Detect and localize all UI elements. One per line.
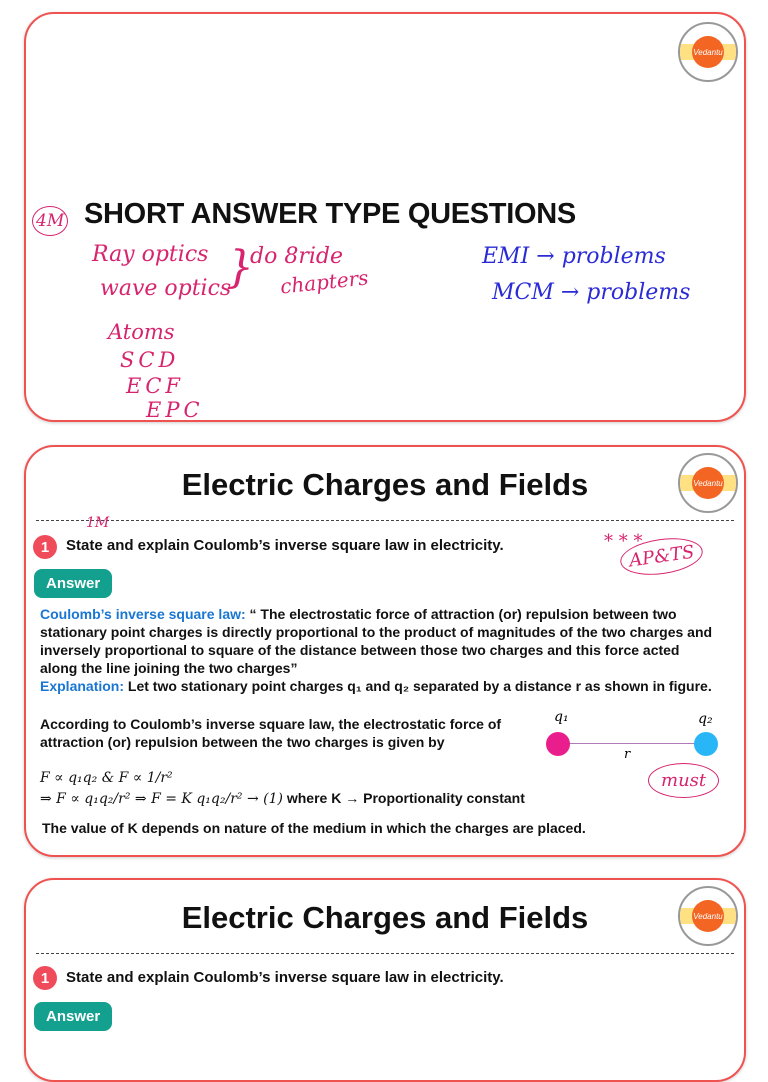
hw-ray: Ray optics xyxy=(92,242,209,267)
vedantu-logo: Vedantu xyxy=(678,453,738,513)
slide-title: Electric Charges and Fields xyxy=(181,900,589,935)
hw-brace: } xyxy=(226,242,254,293)
hw-emi: EMI → problems xyxy=(482,244,666,269)
last-line: The value of K depends on nature of the medium in which the charges are placed. xyxy=(42,820,586,836)
hw-stars: * * * xyxy=(604,531,643,552)
vedantu-logo: Vedantu xyxy=(678,886,738,946)
according-paragraph: According to Coulomb’s inverse square law, the electrostatic force of attraction (or) repulsion between the two charges is given by xyxy=(40,716,502,750)
hw-scd: SCD xyxy=(120,348,180,372)
equation-1: F ∝ q₁q₂ & F ∝ 1/r² xyxy=(40,770,173,786)
hw-do: do 8ride xyxy=(250,244,343,269)
answer-badge: Answer xyxy=(34,1002,112,1031)
question-text: State and explain Coulomb’s inverse square law in electricity. xyxy=(66,969,504,986)
question-number: 1 xyxy=(33,535,57,559)
slide-2 xyxy=(24,445,746,857)
slide-3 xyxy=(24,878,746,1082)
hw-epc: EPC xyxy=(146,398,204,422)
hw-mcm: MCM → problems xyxy=(492,280,691,305)
law-paragraph: Coulomb’s inverse square law: “ The electrostatic force of attraction (or) repulsion between two stationary point charges is directly proportional to the product of magnitudes of the two charges and inversely proportional to square of the distance between those two charges and this force acted along the line joining the two charges” xyxy=(40,606,713,676)
hw-board: AP&TS xyxy=(618,533,706,579)
hw-atoms: Atoms xyxy=(108,320,175,344)
section-title: SHORT ANSWER TYPE QUESTIONS xyxy=(84,198,576,230)
law-label: Coulomb’s inverse square law: xyxy=(40,606,246,622)
hw-wave: wave optics xyxy=(100,276,232,301)
divider xyxy=(36,953,734,954)
slide-1 xyxy=(24,12,746,422)
question-number: 1 xyxy=(33,966,57,990)
vedantu-logo: Vedantu xyxy=(678,22,738,82)
question-text: State and explain Coulomb’s inverse square law in electricity. xyxy=(66,537,504,554)
r-label: r xyxy=(624,747,631,762)
q2-label: q₂ xyxy=(698,711,713,727)
slide-title: Electric Charges and Fields xyxy=(181,467,589,502)
hw-chapters: chapters xyxy=(278,265,370,299)
explanation-paragraph: Explanation: Let two stationary point charges q₁ and q₂ separated by a distance r as shown in figure. xyxy=(40,678,712,694)
separation-line xyxy=(558,743,704,744)
hw-ecf: ECF xyxy=(126,374,184,398)
hw-must: must xyxy=(648,763,719,798)
charge-q2 xyxy=(694,732,718,756)
q1-label: q₁ xyxy=(554,709,569,725)
hw-marks: 4M xyxy=(32,206,68,236)
divider xyxy=(36,520,734,521)
equation-2: ⇒ F ∝ q₁q₂/r² ⇒ F = K q₁q₂/r² → (1) where K → Proportionality constant xyxy=(40,790,525,807)
hw-marks: 1M xyxy=(86,515,110,531)
charge-q1 xyxy=(546,732,570,756)
answer-badge: Answer xyxy=(34,569,112,598)
explanation-label: Explanation: xyxy=(40,678,125,694)
